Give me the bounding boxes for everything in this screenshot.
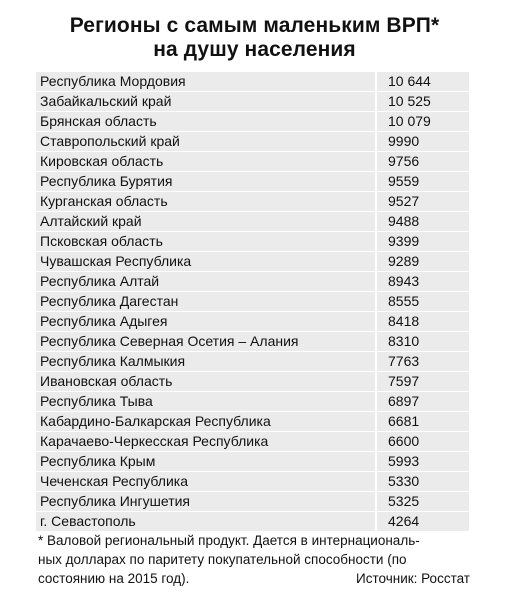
table-row: [36, 272, 469, 291]
region-name-cell: Республика Северная Осетия – Алания: [36, 332, 375, 351]
table-row: [36, 172, 469, 191]
region-name-cell: Забайкальский край: [36, 92, 375, 111]
grp-value-cell: 5325: [377, 492, 469, 511]
grp-value-cell: 9289: [377, 252, 469, 271]
table-row: [36, 232, 469, 251]
table-row: [36, 192, 469, 211]
grp-value-cell: 8418: [377, 312, 469, 331]
footnote-line-2: ных долларах по паритету покупательной способности (по: [38, 552, 407, 567]
table-row: [36, 72, 469, 91]
grp-value-cell: 9756: [377, 152, 469, 171]
table-row: [36, 412, 469, 431]
region-name-cell: Кировская область: [36, 152, 375, 171]
region-name-cell: Брянская область: [36, 112, 375, 131]
region-name-cell: Республика Мордовия: [36, 72, 375, 91]
region-name-cell: г. Севастополь: [36, 512, 375, 531]
table-row: [36, 92, 469, 111]
title-line-1: Регионы с самым маленьким ВРП*: [69, 14, 440, 37]
grp-value-cell: 7597: [377, 372, 469, 391]
table-row: [36, 132, 469, 151]
region-name-cell: Карачаево-Черкесская Республика: [36, 432, 375, 451]
footnote-line-3: состоянию на 2015 год).: [38, 571, 190, 586]
page-title: [0, 14, 509, 62]
grp-table: [36, 72, 469, 532]
grp-value-cell: 9990: [377, 132, 469, 151]
table-row: [36, 152, 469, 171]
footnote-line-1: * Валовой региональный продукт. Дается в интернациональ-: [38, 533, 420, 548]
grp-value-cell: 6600: [377, 432, 469, 451]
region-name-cell: Республика Тыва: [36, 392, 375, 411]
grp-value-cell: 6897: [377, 392, 469, 411]
table-row: [36, 252, 469, 271]
region-name-cell: Алтайский край: [36, 212, 375, 231]
grp-value-cell: 4264: [377, 512, 469, 531]
title-line-2: на душу населения: [153, 38, 356, 61]
grp-value-cell: 7763: [377, 352, 469, 371]
region-name-cell: Ивановская область: [36, 372, 375, 391]
table-row: [36, 312, 469, 331]
grp-value-cell: 9527: [377, 192, 469, 211]
table-row: [36, 332, 469, 351]
region-name-cell: Кабардино-Балкарская Республика: [36, 412, 375, 431]
grp-value-cell: 9488: [377, 212, 469, 231]
source-credit: Источник: Росстат: [356, 571, 470, 586]
grp-value-cell: 8310: [377, 332, 469, 351]
grp-value-cell: 6681: [377, 412, 469, 431]
region-name-cell: Чеченская Республика: [36, 472, 375, 491]
region-name-cell: Псковская область: [36, 232, 375, 251]
footnote: [38, 531, 470, 588]
region-name-cell: Республика Калмыкия: [36, 352, 375, 371]
table-row: [36, 492, 469, 511]
table-row: [36, 292, 469, 311]
grp-value-cell: 10 079: [377, 112, 469, 131]
region-name-cell: Республика Бурятия: [36, 172, 375, 191]
table-row: [36, 512, 469, 531]
region-name-cell: Республика Дагестан: [36, 292, 375, 311]
table-row: [36, 392, 469, 411]
table-row: [36, 352, 469, 371]
region-name-cell: Республика Крым: [36, 452, 375, 471]
grp-value-cell: 9559: [377, 172, 469, 191]
region-name-cell: Республика Алтай: [36, 272, 375, 291]
table-row: [36, 212, 469, 231]
grp-value-cell: 5993: [377, 452, 469, 471]
table-row: [36, 372, 469, 391]
grp-value-cell: 5330: [377, 472, 469, 491]
grp-value-cell: 10 525: [377, 92, 469, 111]
grp-value-cell: 9399: [377, 232, 469, 251]
region-name-cell: Курганская область: [36, 192, 375, 211]
grp-value-cell: 8943: [377, 272, 469, 291]
table-row: [36, 112, 469, 131]
region-name-cell: Республика Адыгея: [36, 312, 375, 331]
table-row: [36, 452, 469, 471]
table-row: [36, 472, 469, 491]
grp-value-cell: 10 644: [377, 72, 469, 91]
region-name-cell: Ставропольский край: [36, 132, 375, 151]
region-name-cell: Республика Ингушетия: [36, 492, 375, 511]
region-name-cell: Чувашская Республика: [36, 252, 375, 271]
grp-value-cell: 8555: [377, 292, 469, 311]
table-row: [36, 432, 469, 451]
